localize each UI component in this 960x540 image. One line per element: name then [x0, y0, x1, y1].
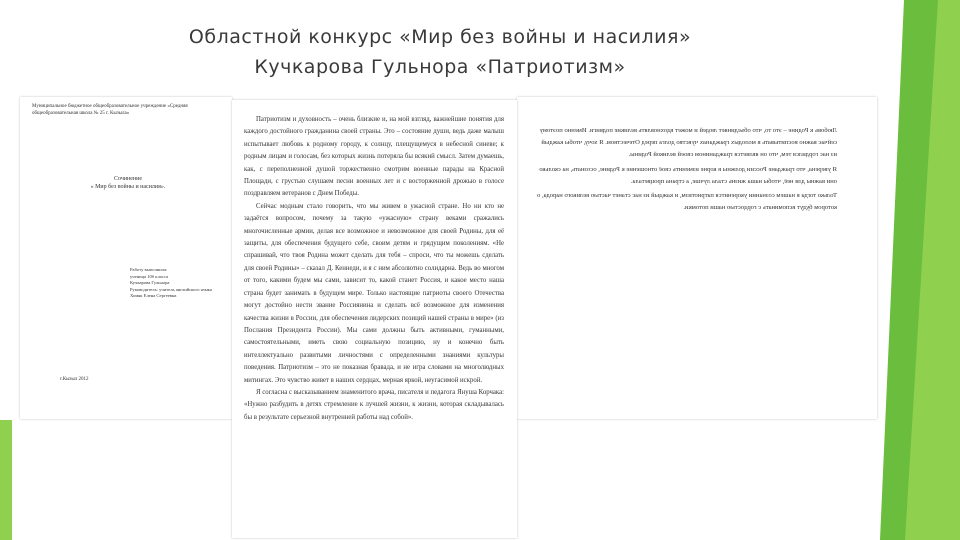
cover-school: Муниципальное бюджетное общеобразовательное учреждение «Средняя общеобразовательная школа № 25 г. Кызыла» — [32, 104, 188, 116]
mirrored-text — [537, 125, 837, 216]
cover-author-line: Кучкарова Гульнора — [130, 280, 170, 285]
essay-paragraph: Сейчас модным стало говорить, что мы живем в ужасной стране. Но ни кто не задаётся вопросом, почему за такую «ужасную» страну веками сражались многочисленные армии, делая все возможное и невозможное для своей Родины, для её защиты, для обеспечения будущего себе, своим детям и грядущим поколениям. «Не спрашивай, что твоя Родина может сделать для тебя – спроси, что ты можешь сделать для своей Родины» – сказал Д. Кеннеди, и я с ним абсолютно солидарна. Ведь во многом от того, какими будем мы сами, зависит то, какой станет Россия, и какое место наша страна будет занимать в будущем мире. Только настоящие патриоты своего Отечества могут достойно нести звание Россиянина и сделать всё возможное для изменения качества жизни в России, для обеспечения лидерских позиций нашей страны в мире» (из Послания Президента России). Мы сами должны быть активными, гуманными, самостоятельными, иметь свою социальную позицию, ну и конечно быть интеллектуально развитыми личностями с определенными знаниями культуры поведения. Патриотизм – это не показная бравада, и не игра словами на многолюдных митингах. Это чувство живет в наших сердцах, мерная яркой, неугасимой искрой. — [244, 202, 504, 384]
cover-essay-block — [58, 175, 198, 191]
mirrored-page-scan — [517, 97, 877, 419]
cover-author-line: Хомяк Елена Сергеевна — [130, 293, 177, 298]
cover-author-line: Руководитель: учитель английского языка — [130, 286, 212, 292]
cover-city-year: г.Кызыл 2012 — [60, 377, 89, 382]
mirrored-paragraph: Я уверена, что граждане России должны в корне изменить своё отношение к Родине, осознать, на сколько они важны для неё, чтобы наша жизнь стала лучше, а страна процветала. — [539, 165, 837, 185]
cover-author-line: Работу выполнила: — [130, 267, 168, 272]
slide-title: Областной конкурс «Мир без войны и насилия» — [188, 26, 692, 48]
essay-paragraph: Я согласна с высказыванием знаменитого врача, писателя и педагога Януша Корчака: «Нужно разбудить в детях стремление к лучшей жизни, к жизни, которая складывалась бы в результате серьезной внутренней работы над собой». — [244, 388, 504, 421]
cover-essay-title: « Мир без войны и насилия». — [90, 184, 166, 190]
mirrored-paragraph: Только тогда в нашем сознании укоренится патриотизм, и каждый из нас станет частью великого народа, о котором будут вспоминать с гордостью наши потомки. — [537, 192, 837, 212]
essay-text — [244, 114, 504, 424]
cover-author-block — [130, 267, 225, 300]
essay-page-scan — [232, 100, 517, 538]
cover-page-scan — [20, 97, 232, 419]
decor-stripe-left — [0, 420, 12, 540]
essay-paragraph: Патриотизм и духовность – очень близкие и, на мой взгляд, важнейшие понятия для каждого достойного гражданина своей страны. Это – состояние души, ведь даже малыш испытывает любовь к родному городу, к солнцу, плещущемуся в небесной синеве; к родным лицам и голосам, без которых жизнь потеряла бы всякий смысл. Затем думаешь, как, с переполненной душой торжественно смотрим военные парады на Красной Площади, с грустью слушаем песни военных лет и с восторженной дрожью в голосе поздравляем ветеранов с Днем Победы. — [244, 116, 504, 198]
mirrored-paragraph: Любовь к Родине – это то, что объединяет людей и может вдохновлять великие подвиги. Именно поэтому сейчас важно воспитывать в молодых гражданах чувство долга перед Отечеством. Я хочу, чтобы каждый из нас гордился тем, что он является гражданином своей великой Родины. — [539, 127, 837, 159]
slide-subtitle: Кучкарова Гульнора «Патриотизм» — [254, 56, 626, 78]
cover-author-line: ученица 10б класса — [130, 273, 169, 279]
cover-essay-label: Сочинение — [113, 176, 143, 182]
